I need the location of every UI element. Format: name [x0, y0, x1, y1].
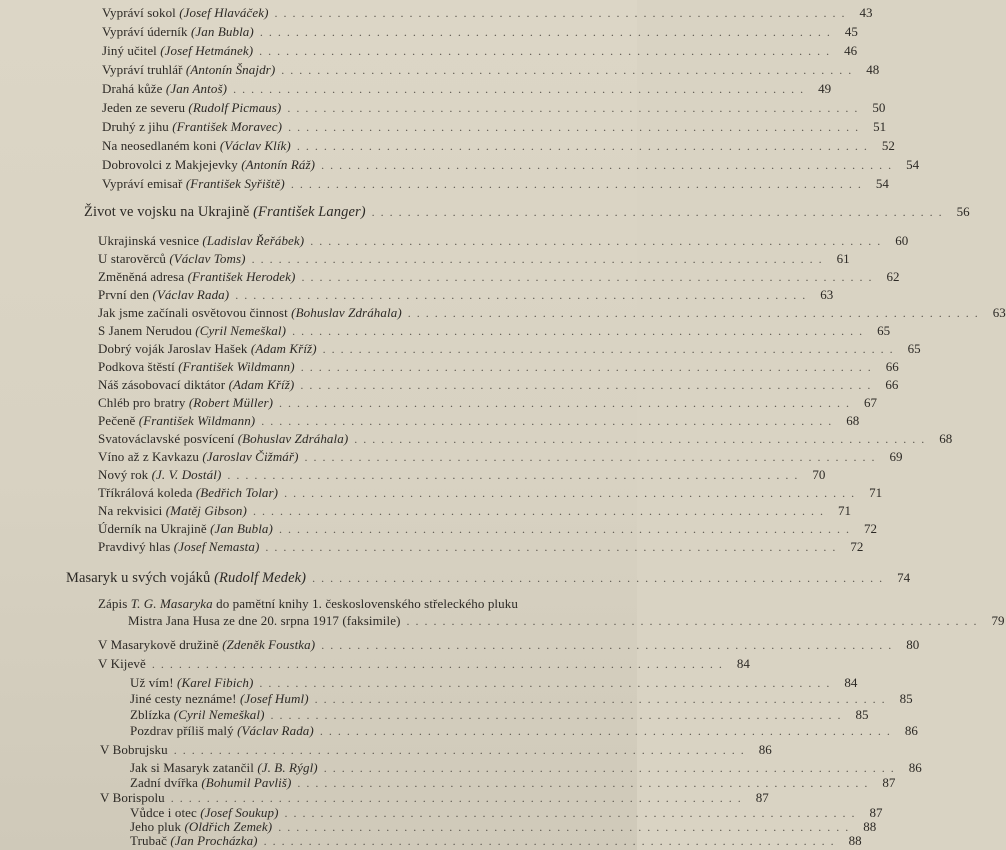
dot-leader: ................................................................ — [319, 724, 896, 738]
page-number: 72 — [850, 539, 864, 554]
entry-author: (František Herodek) — [187, 269, 296, 284]
entry-title: Dobrý voják Jaroslav Hašek — [98, 341, 251, 356]
toc-entry — [98, 395, 878, 410]
entry-title-cont: do pamětní knihy 1. československého střeleckého pluku — [212, 596, 518, 611]
dot-leader: ................................................................ — [314, 692, 891, 706]
toc-entry — [98, 341, 921, 356]
entry-title: První den — [98, 287, 153, 302]
page-number: 50 — [872, 100, 886, 115]
entry-title: U starověrců — [98, 251, 170, 266]
toc-entry — [130, 723, 918, 738]
entry-title: Pečeně — [98, 413, 139, 428]
entry-title: Na rekvisici — [98, 503, 166, 518]
dot-leader: ................................................................ — [278, 522, 855, 536]
dot-leader: ................................................................ — [322, 342, 899, 356]
page-number: 71 — [837, 503, 851, 518]
dot-leader: ................................................................ — [252, 504, 829, 518]
entry-author: (Bohuslav Zdráhala) — [291, 305, 402, 320]
page-number: 54 — [875, 176, 889, 191]
section-author: (František Langer) — [253, 204, 366, 220]
entry-author: (František Moravec) — [172, 119, 283, 134]
entry-title: Jak jsme začínali osvětovou činnost — [98, 305, 292, 320]
entry-title: Jiný učitel — [102, 43, 161, 58]
page-number: 49 — [818, 81, 832, 96]
entry-author: (Antonín Šnajdr) — [185, 62, 276, 77]
dot-leader: ................................................................ — [233, 82, 810, 96]
toc-entry — [98, 596, 626, 611]
page-number: 66 — [885, 377, 899, 392]
page-number: 85 — [855, 707, 869, 722]
dot-leader: ................................................................ — [278, 820, 855, 834]
toc-entry — [98, 323, 891, 338]
toc-entry — [98, 467, 826, 482]
entry-author: (Cyril Nemeškal) — [195, 323, 287, 338]
toc-entry — [98, 637, 920, 652]
entry-author: (Adam Kříž) — [228, 377, 295, 392]
toc-entry — [98, 485, 883, 500]
entry-title: Vypráví sokol — [102, 5, 180, 20]
entry-title: S Janem Nerudou — [98, 323, 196, 338]
entry-title: Na neosedlaném koni — [102, 138, 220, 153]
subsection-title: V Borispolu — [100, 790, 165, 805]
page-number: 85 — [899, 691, 913, 706]
page-number: 68 — [939, 431, 953, 446]
entry-title: Nový rok — [98, 467, 152, 482]
toc-entry — [98, 287, 834, 302]
entry-title: Druhý z jihu — [102, 119, 173, 134]
entry-title: Dobrovolci z Makjejevky — [102, 157, 242, 172]
entry-author: (Adam Kříž) — [250, 341, 317, 356]
entry-title: Podkova štěstí — [98, 359, 179, 374]
page-number: 84 — [736, 656, 750, 671]
entry-title: Vypráví emisař — [102, 176, 186, 191]
entry-title: Vůdce i otec — [130, 805, 201, 820]
toc-entry — [102, 62, 880, 77]
dot-leader: ................................................................ — [173, 743, 750, 757]
entry-author: (Robert Müller) — [188, 395, 274, 410]
entry-title: Úderník na Ukrajině — [98, 521, 211, 536]
page-number: 63 — [820, 287, 834, 302]
toc-entry — [98, 539, 864, 554]
toc-entry — [130, 805, 883, 820]
page-number: 87 — [869, 805, 883, 820]
page-number: 63 — [992, 305, 1006, 320]
dot-leader: ................................................................ — [300, 378, 877, 392]
dot-leader: ................................................................ — [292, 324, 869, 338]
toc-entry — [98, 269, 900, 284]
entry-author: T. G. Masaryka — [130, 596, 213, 611]
toc-entry — [98, 251, 850, 266]
entry-author: (Josef Huml) — [239, 691, 309, 706]
page-number: 71 — [869, 485, 883, 500]
page-number: 61 — [836, 251, 850, 266]
entry-author: (Karel Fibich) — [177, 675, 254, 690]
toc-entry — [130, 775, 896, 790]
toc-entry — [102, 81, 832, 96]
dot-leader: ................................................................ — [300, 360, 877, 374]
page-number: 69 — [889, 449, 903, 464]
entry-author: (Rudolf Picmaus) — [188, 100, 282, 115]
dot-leader: ................................................................ — [310, 234, 887, 248]
entry-title: Jiné cesty neznáme! — [130, 691, 240, 706]
toc-subsection — [100, 742, 772, 757]
dot-leader: ................................................................ — [321, 158, 898, 172]
entry-author: (Zdeněk Foustka) — [222, 637, 316, 652]
entry-title: Trubač — [130, 833, 171, 848]
page-number: 87 — [882, 775, 896, 790]
entry-title: Změněná adresa — [98, 269, 188, 284]
entry-title: Tříkrálová koleda — [98, 485, 196, 500]
page-number: 88 — [848, 833, 862, 848]
page-number: 65 — [907, 341, 921, 356]
dot-leader: ................................................................ — [263, 834, 840, 848]
dot-leader: ................................................................ — [259, 25, 836, 39]
page-number: 48 — [866, 62, 880, 77]
toc-entry — [130, 707, 869, 722]
toc-entry — [98, 359, 899, 374]
entry-author: (Josef Soukup) — [200, 805, 279, 820]
page-number: 66 — [885, 359, 899, 374]
entry-author: (Jan Procházka) — [170, 833, 258, 848]
page-number: 46 — [844, 43, 858, 58]
toc-entry — [102, 100, 886, 115]
dot-leader: ................................................................ — [265, 540, 842, 554]
dot-leader: ................................................................ — [227, 468, 804, 482]
dot-leader: ................................................................ — [297, 776, 874, 790]
entry-author: (Josef Hetmánek) — [160, 43, 254, 58]
page-number: 74 — [897, 570, 911, 585]
entry-author: (Jan Bubla) — [190, 24, 254, 39]
page-number: 54 — [906, 157, 920, 172]
dot-leader: ................................................................ — [284, 806, 861, 820]
entry-title: Pozdrav příliš malý — [130, 723, 238, 738]
entry-author: (Jan Antoš) — [165, 81, 228, 96]
page-number: 79 — [991, 613, 1005, 628]
page-number: 86 — [904, 723, 918, 738]
toc-entry — [98, 233, 909, 248]
entry-author: (Jan Bubla) — [210, 521, 273, 536]
toc-entry — [98, 305, 1006, 320]
toc-entry — [130, 691, 913, 706]
toc-entry — [102, 5, 873, 20]
entry-title: V Masarykově družině — [98, 637, 223, 652]
dot-leader: ................................................................ — [151, 657, 728, 671]
entry-author: (J. V. Dostál) — [151, 467, 222, 482]
dot-leader: ................................................................ — [287, 101, 864, 115]
dot-leader: ................................................................ — [259, 44, 836, 58]
dot-leader: ................................................................ — [323, 761, 900, 775]
toc-entry — [128, 613, 1005, 628]
entry-author: (Václav Rada) — [237, 723, 314, 738]
page-number: 60 — [895, 233, 909, 248]
toc-entry — [102, 157, 920, 172]
toc-entry — [98, 377, 899, 392]
dot-leader: ................................................................ — [235, 288, 812, 302]
section-title: Masaryk u svých vojáků — [66, 570, 215, 586]
toc-entry — [102, 43, 858, 58]
entry-title: Chléb pro bratry — [98, 395, 189, 410]
page-number: 51 — [873, 119, 887, 134]
dot-leader: ................................................................ — [301, 270, 878, 284]
dot-leader: ................................................................ — [274, 6, 851, 20]
entry-author: (Václav Klík) — [219, 138, 291, 153]
page-number: 86 — [758, 742, 772, 757]
page-number: 80 — [906, 637, 920, 652]
page-number: 56 — [956, 204, 970, 219]
section-author: (Rudolf Medek) — [214, 570, 307, 586]
entry-author: (František Wildmann) — [178, 359, 295, 374]
dot-leader: ................................................................ — [296, 139, 873, 153]
entry-author: (J. B. Rýgl) — [257, 760, 318, 775]
dot-leader: ................................................................ — [321, 638, 898, 652]
section-title: Život ve vojsku na Ukrajině — [84, 204, 254, 220]
toc-entry — [98, 413, 860, 428]
toc-entry — [102, 24, 858, 39]
dot-leader: ................................................................ — [279, 396, 856, 410]
dot-leader: ................................................................ — [354, 432, 931, 446]
entry-title: Náš zásobovací diktátor — [98, 377, 229, 392]
page-number: 43 — [859, 5, 873, 20]
toc-entry — [98, 431, 953, 446]
entry-author: (Bohuslav Zdráhala) — [237, 431, 349, 446]
entry-title: Jeho pluk — [130, 819, 185, 834]
toc-entry — [130, 760, 922, 775]
dot-leader: ................................................................ — [270, 708, 847, 722]
toc-section — [66, 570, 911, 586]
dot-leader: ................................................................ — [259, 676, 836, 690]
page-number: 65 — [877, 323, 891, 338]
dot-leader: ................................................................ — [406, 614, 983, 628]
dot-leader: ................................................................ — [290, 177, 867, 191]
entry-author: (Matěj Gibson) — [165, 503, 247, 518]
entry-title: Zápis — [98, 596, 131, 611]
entry-title: Drahá kůže — [102, 81, 166, 96]
dot-leader: ................................................................ — [312, 571, 889, 585]
entry-title: Mistra Jana Husa ze dne 20. srpna 1917 (faksimile) — [128, 613, 401, 628]
page-number: 72 — [863, 521, 877, 536]
entry-author: (Cyril Nemeškal) — [173, 707, 265, 722]
entry-author: (Josef Hlaváček) — [179, 5, 269, 20]
dot-leader: ................................................................ — [407, 306, 984, 320]
entry-author: (Václav Rada) — [152, 287, 230, 302]
toc-subsection — [100, 790, 769, 805]
toc-entry — [130, 819, 877, 834]
entry-author: (Bohumil Pavliš) — [201, 775, 292, 790]
entry-author: (Oldřich Zemek) — [184, 819, 273, 834]
dot-leader: ................................................................ — [281, 63, 858, 77]
subsection-title: V Kijevě — [98, 656, 146, 671]
entry-author: (Josef Nemasta) — [173, 539, 260, 554]
entry-author: (Václav Toms) — [169, 251, 246, 266]
toc-section — [84, 204, 970, 220]
entry-title: Vypráví truhlář — [102, 62, 186, 77]
dot-leader: ................................................................ — [284, 486, 861, 500]
page-number: 52 — [881, 138, 895, 153]
entry-author: (Bedřich Tolar) — [195, 485, 279, 500]
page-number: 87 — [755, 790, 769, 805]
entry-author: (František Syřiště) — [185, 176, 285, 191]
toc-entry — [98, 449, 903, 464]
dot-leader: ................................................................ — [304, 450, 881, 464]
entry-author: (Antonín Ráž) — [241, 157, 316, 172]
entry-author: (František Wildmann) — [138, 413, 256, 428]
page-number: 62 — [886, 269, 900, 284]
toc-entry — [102, 138, 895, 153]
toc-subsection — [98, 656, 750, 671]
entry-title: Víno až z Kavkazu — [98, 449, 203, 464]
entry-author: (Ladislav Řeřábek) — [202, 233, 305, 248]
subsection-title: V Bobrujsku — [100, 742, 168, 757]
toc-entry — [98, 503, 851, 518]
entry-title: Vypráví úderník — [102, 24, 191, 39]
entry-title: Jeden ze severu — [102, 100, 189, 115]
page-number: 68 — [846, 413, 860, 428]
toc-entry — [102, 176, 889, 191]
dot-leader: ................................................................ — [261, 414, 838, 428]
entry-author: (Jaroslav Čižmář) — [202, 449, 299, 464]
entry-title: Jak si Masaryk zatančil — [130, 760, 258, 775]
page-number: 45 — [844, 24, 858, 39]
toc-entry — [130, 675, 858, 690]
dot-leader: ................................................................ — [251, 252, 828, 266]
entry-title: Už vím! — [130, 675, 178, 690]
toc-entry — [102, 119, 887, 134]
page-number: 84 — [844, 675, 858, 690]
entry-title: Zadní dvířka — [130, 775, 202, 790]
page-number: 67 — [864, 395, 878, 410]
entry-title: Ukrajinská vesnice — [98, 233, 203, 248]
entry-title: Svatováclavské posvícení — [98, 431, 238, 446]
toc-entry — [130, 833, 862, 848]
page-number: 86 — [908, 760, 922, 775]
toc-entry — [98, 521, 877, 536]
entry-title: Zblízka — [130, 707, 174, 722]
page-number: 70 — [812, 467, 826, 482]
entry-title: Pravdivý hlas — [98, 539, 174, 554]
page-number: 88 — [863, 819, 877, 834]
dot-leader: ................................................................ — [371, 205, 948, 219]
dot-leader: ................................................................ — [170, 791, 747, 805]
dot-leader: ................................................................ — [288, 120, 865, 134]
